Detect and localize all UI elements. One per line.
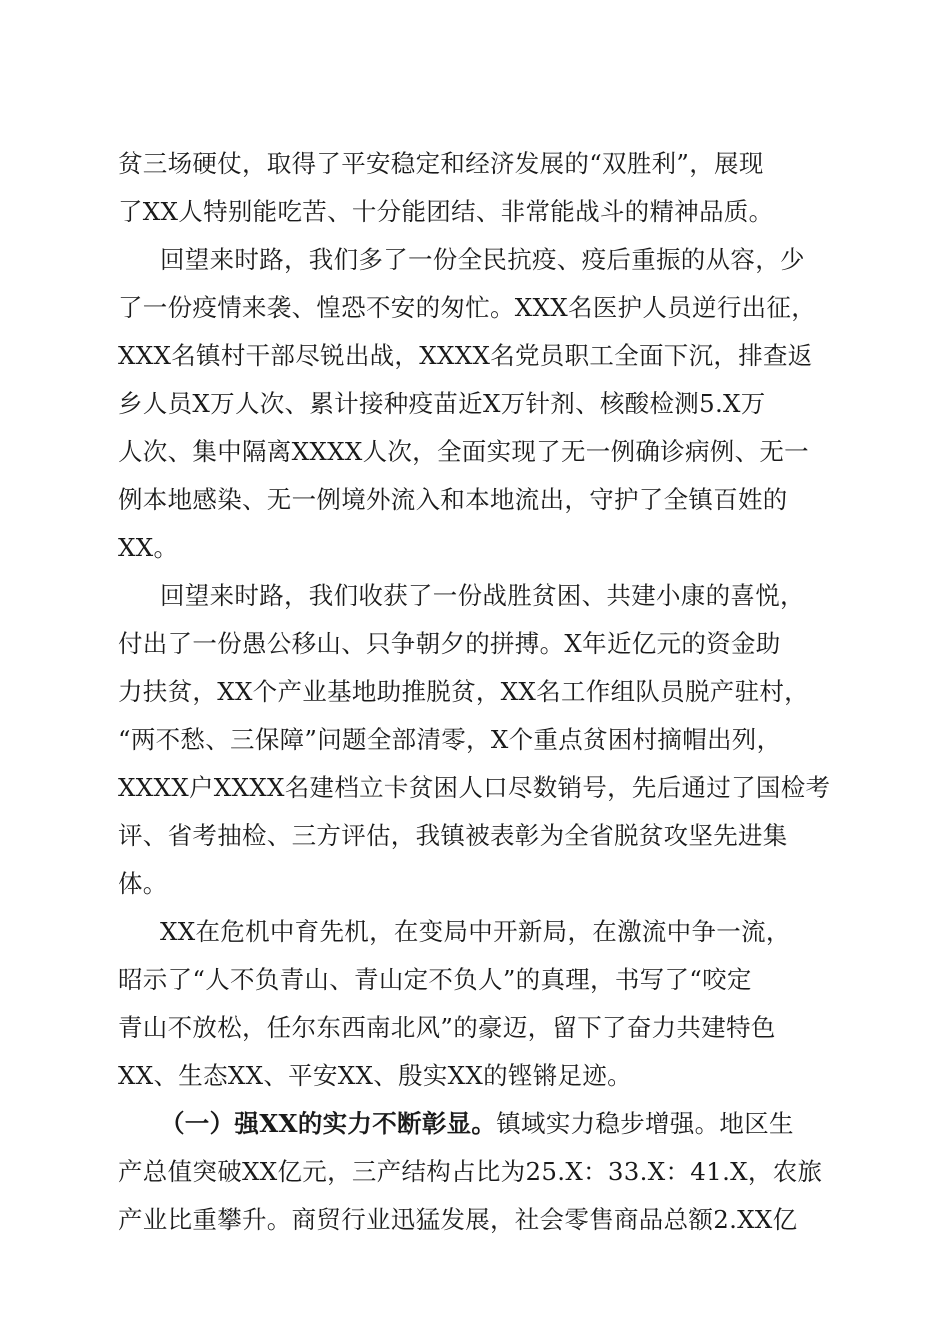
text-line: 产业比重攀升。商贸行业迅猛发展，社会零售商品总额2.XX亿 xyxy=(118,1205,798,1234)
paragraph-start-line: XX在危机中育先机，在变局中开新局，在激流中争一流， xyxy=(160,917,791,946)
text-line: XXX名镇村干部尽锐出战，XXXX名党员职工全面下沉，排查返 xyxy=(118,341,813,370)
paragraph-start-line: 回望来时路，我们多了一份全民抗疫、疫后重振的从容，少 xyxy=(160,245,805,274)
text-line: 贫三场硬仗，取得了平安稳定和经济发展的“双胜利”，展现 xyxy=(118,149,764,178)
text-line: 评、省考抽检、三方评估，我镇被表彰为全省脱贫攻坚先进集 xyxy=(118,821,788,850)
text-line: 例本地感染、无一例境外流入和本地流出，守护了全镇百姓的 xyxy=(118,485,788,514)
text-line: 了XX人特别能吃苦、十分能团结、非常能战斗的精神品质。 xyxy=(118,197,774,226)
text-line: 昭示了“人不负青山、青山定不负人”的真理，书写了“咬定 xyxy=(118,965,752,994)
text-line: “两不愁、三保障”问题全部清零，X个重点贫困村摘帽出列， xyxy=(118,725,782,754)
text-line: 付出了一份愚公移山、只争朝夕的拼搏。X年近亿元的资金助 xyxy=(118,629,781,658)
text-line: 乡人员X万人次、累计接种疫苗近X万针剂、核酸检测5.X万 xyxy=(118,389,766,418)
text-line: 人次、集中隔离XXXX人次，全面实现了无一例确诊病例、无一 xyxy=(118,437,809,466)
text-line: XX、生态XX、平安XX、殷实XX的铿锵足迹。 xyxy=(118,1061,632,1090)
text-line: 产总值突破XX亿元，三产结构占比为25.X：33.X：41.X，农旅 xyxy=(118,1157,823,1186)
section-heading-line xyxy=(160,1107,794,1141)
text-line: 体。 xyxy=(118,869,168,898)
section-heading: （一）强XX的实力不断彰显。 xyxy=(160,1109,497,1138)
paragraph-start-line: 回望来时路，我们收获了一份战胜贫困、共建小康的喜悦， xyxy=(160,581,805,610)
text-line: XXXX户XXXX名建档立卡贫困人口尽数销号，先后通过了国检考 xyxy=(118,773,831,802)
text-line: 了一份疫情来袭、惶恐不安的匆忙。XXX名医护人员逆行出征， xyxy=(118,293,817,322)
text-line: 力扶贫，XX个产业基地助推脱贫，XX名工作组队员脱产驻村， xyxy=(118,677,809,706)
text-line: XX。 xyxy=(118,533,179,562)
text-line: 青山不放松，任尔东西南北风”的豪迈，留下了奋力共建特色 xyxy=(118,1013,776,1042)
section-body-text: 镇域实力稳步增强。地区生 xyxy=(496,1109,794,1138)
